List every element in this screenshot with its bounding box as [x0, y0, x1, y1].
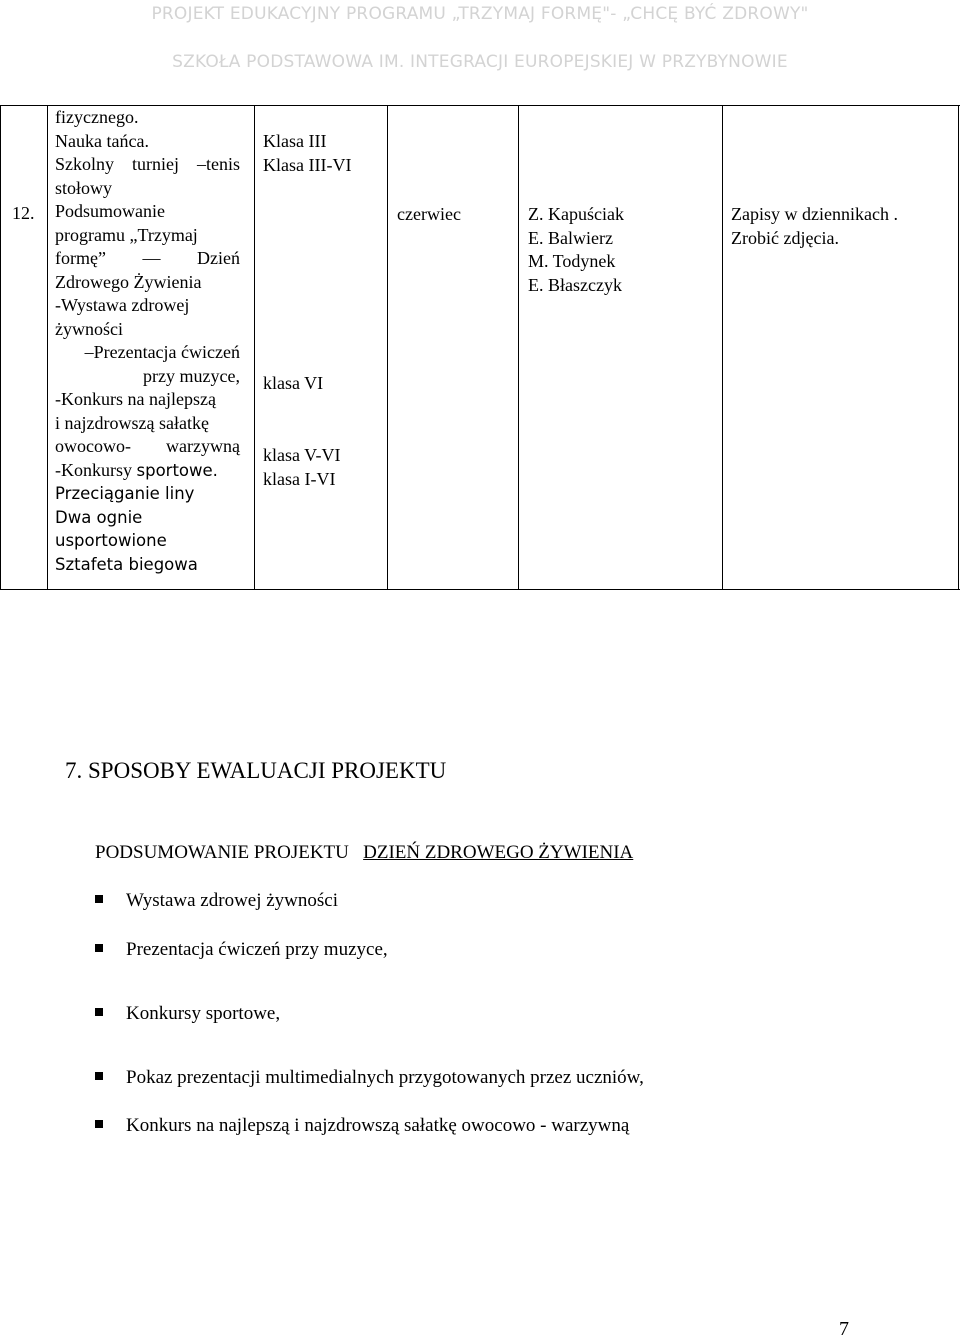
activity-line: Przeciąganie liny	[55, 484, 195, 503]
activity-line	[55, 459, 240, 483]
activity-line: Sztafeta biegowa	[55, 554, 198, 574]
table-col-border	[518, 105, 519, 590]
person-name: M. Todynek	[528, 251, 616, 271]
class-label: Klasa III-VI	[263, 154, 352, 175]
activity-line: Podsumowanie	[55, 201, 165, 221]
bullet-square-icon	[95, 895, 103, 903]
activities-cell	[55, 106, 240, 576]
bullet-text: Konkursy sportowe,	[126, 1003, 281, 1024]
table-col-border	[387, 105, 388, 590]
class-label: klasa I-VI	[263, 468, 336, 489]
classes-cell-top	[263, 130, 351, 177]
table-bottom-border	[0, 589, 960, 590]
class-label: klasa VI	[263, 373, 324, 393]
bullet-item	[95, 1115, 629, 1137]
summary-prefix: PODSUMOWANIE PROJEKTU	[95, 842, 349, 863]
bullet-text: Wystawa zdrowej żywności	[126, 890, 339, 911]
activity-fragment: -Konkursy	[55, 459, 132, 480]
bullet-square-icon	[95, 1120, 103, 1128]
bullet-item	[95, 890, 338, 912]
person-name: E. Błaszczyk	[528, 274, 622, 295]
bullet-text: Konkurs na najlepszą i najzdrowszą sałatkę owocowo - warzywną	[126, 1115, 630, 1136]
row-number: 12.	[12, 203, 35, 223]
bullet-text: Pokaz prezentacji multimedialnych przygotowanych przez uczniów,	[126, 1067, 644, 1088]
activity-line: usportowione	[55, 531, 167, 550]
class-label: Klasa III	[263, 131, 327, 151]
bullet-item	[95, 1003, 280, 1025]
bullet-item	[95, 1067, 644, 1089]
activity-line: stołowy	[55, 177, 113, 198]
table-col-border	[722, 105, 723, 590]
classes-cell-bottom	[263, 444, 341, 491]
table-col-border	[47, 105, 48, 590]
activity-line: przy muzyce,	[143, 365, 240, 386]
note-line: Zrobić zdjęcia.	[731, 227, 839, 248]
summary-line	[95, 842, 633, 864]
classes-cell-middle	[263, 372, 323, 396]
activity-line: programu „Trzymaj	[55, 224, 198, 245]
class-label: klasa V-VI	[263, 445, 341, 465]
activity-line: -Wystawa zdrowej	[55, 295, 190, 315]
header-school-name: SZKOŁA PODSTAWOWA IM. INTEGRACJI EUROPEJSKIEJ W PRZYBYNOWIE	[172, 52, 788, 72]
activity-line: formę” — Dzień	[55, 248, 240, 268]
section-title: 7. SPOSOBY EWALUACJI PROJEKTU	[65, 758, 447, 783]
activity-line: -Konkurs na najlepszą	[55, 389, 216, 409]
activity-line: Nauka tańca.	[55, 130, 149, 151]
bullet-square-icon	[95, 1008, 103, 1016]
person-name: Z. Kapuściak	[528, 204, 624, 224]
activity-line: –Prezentacja ćwiczeń	[84, 342, 240, 362]
activity-line: fizycznego.	[55, 107, 139, 127]
bullet-square-icon	[95, 1072, 103, 1080]
table-col-border	[0, 105, 1, 590]
summary-separator	[354, 842, 359, 863]
activity-line: Szkolny turniej –tenis	[55, 154, 240, 174]
table-col-border	[958, 105, 959, 590]
activity-line: i najzdrowszą sałatkę	[55, 412, 209, 433]
bullet-square-icon	[95, 944, 103, 952]
responsible-persons-cell	[528, 203, 624, 297]
note-line: Zapisy w dziennikach .	[731, 204, 898, 224]
activity-line: owocowo- warzywną	[55, 436, 240, 456]
page-number: 7	[839, 1318, 849, 1340]
table-col-border	[254, 105, 255, 590]
bullet-item	[95, 939, 388, 961]
activity-fragment: sportowe.	[136, 460, 218, 480]
notes-cell	[731, 203, 898, 250]
person-name: E. Balwierz	[528, 227, 613, 248]
activity-line: żywności	[55, 318, 123, 339]
date-cell: czerwiec	[397, 204, 461, 224]
activity-line: Zdrowego Żywienia	[55, 271, 202, 292]
activity-line: Dwa ognie	[55, 507, 143, 527]
bullet-text: Prezentacja ćwiczeń przy muzyce,	[126, 939, 388, 960]
summary-event-name: DZIEŃ ZDROWEGO ŻYWIENIA	[363, 842, 634, 863]
header-project-title: PROJEKT EDUKACYJNY PROGRAMU „TRZYMAJ FORMĘ"- „CHCĘ BYĆ ZDROWY"	[151, 4, 809, 24]
